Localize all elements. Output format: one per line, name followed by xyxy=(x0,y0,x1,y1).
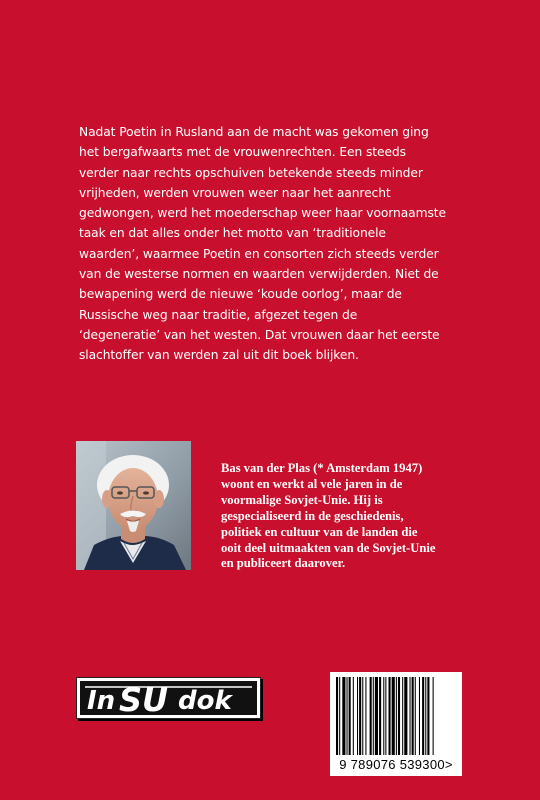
author-portrait-image xyxy=(76,441,191,570)
insudok-logo-image xyxy=(77,678,260,718)
barcode-bar xyxy=(415,677,416,755)
barcode-bar xyxy=(410,677,411,755)
barcode-bar xyxy=(359,677,361,755)
barcode-bar xyxy=(404,677,407,755)
barcode-bar xyxy=(398,677,400,755)
barcode-bar xyxy=(385,677,386,755)
blurb-line: verder naar rechts opschuiven betekende steeds minder xyxy=(79,165,423,180)
barcode-bar xyxy=(422,677,424,755)
barcode-bar xyxy=(389,677,391,755)
blurb-line: slachtoffer van werden zal uit dit boek blijken. xyxy=(79,348,359,363)
barcode-bar xyxy=(412,677,414,755)
isbn-number xyxy=(330,757,462,772)
publisher-logo xyxy=(76,677,261,719)
blurb-line: gedwongen, werd het moederschap weer haar voornaamste xyxy=(79,206,446,221)
bio-line: woont en werkt al vele jaren in de xyxy=(221,476,403,491)
barcode-bar xyxy=(433,677,434,755)
barcode-bar xyxy=(357,677,358,755)
blurb-line: waarden’, waarmee Poetin en consorten zich steeds verder xyxy=(79,246,439,261)
svg-text:dok: dok xyxy=(178,686,232,716)
bio-line: gespecialiseerd in de geschiedenis, xyxy=(221,508,404,523)
blurb-line: taak en dat alles onder het motto van ‘traditionele xyxy=(79,226,386,241)
barcode-bar xyxy=(347,677,348,755)
barcode-bar xyxy=(373,677,374,755)
svg-text:SU: SU xyxy=(119,681,169,718)
blurb-line: het bergafwaarts met de vrouwenrechten. Een steeds xyxy=(79,145,406,160)
author-bio xyxy=(221,461,461,572)
barcode-bar xyxy=(353,677,354,755)
bio-line: ooit deel uitmaakten van de Sovjet-Unie xyxy=(221,540,436,555)
barcode-bar xyxy=(375,677,378,755)
barcode-bar xyxy=(419,677,420,755)
barcode-bar xyxy=(396,677,397,755)
bio-line: Bas van der Plas (* Amsterdam 1947) xyxy=(221,461,423,475)
barcode-bar xyxy=(362,677,363,755)
barcode-bar xyxy=(427,677,429,755)
blurb-line: bewapening werd de nieuwe ‘koude oorlog’, maar de xyxy=(79,287,402,302)
barcode-bar xyxy=(349,677,351,755)
blurb-line: van de westerse normen en waarden verwijderden. Niet de xyxy=(79,267,439,282)
bio-line: en publiceert daarover. xyxy=(221,556,346,571)
blurb-line: ‘degeneratie’ van het westen. Dat vrouwen daar het eerste xyxy=(79,327,440,342)
barcode-bar xyxy=(392,677,395,755)
barcode-bar xyxy=(365,677,366,755)
back-cover-blurb xyxy=(79,122,471,366)
blurb-line: vrijheden, werden vrouwen weer naar het aanrecht xyxy=(79,185,391,200)
isbn-end-mark: > xyxy=(444,757,453,772)
barcode-bar xyxy=(342,677,345,755)
isbn-barcode xyxy=(330,672,462,776)
isbn-digits: 9 789076 539300 xyxy=(339,757,445,772)
barcode-bar xyxy=(425,677,426,755)
author-photo xyxy=(76,441,191,570)
barcode-bar xyxy=(339,677,340,755)
blurb-line: Russische weg naar traditie, afgezet tegen de xyxy=(79,307,358,322)
bio-line: voormalige Sovjet-Unie. Hij is xyxy=(221,492,383,507)
barcode-bar xyxy=(336,677,338,755)
barcode-bar xyxy=(370,677,372,755)
barcode-bar xyxy=(402,677,403,755)
svg-text:In: In xyxy=(87,686,116,716)
barcode-bar xyxy=(383,677,384,755)
barcode-bar xyxy=(379,677,381,755)
bio-line: politiek en cultuur van de landen die xyxy=(221,524,418,539)
blurb-line: Nadat Poetin in Rusland aan de macht was gekomen ging xyxy=(79,125,429,139)
